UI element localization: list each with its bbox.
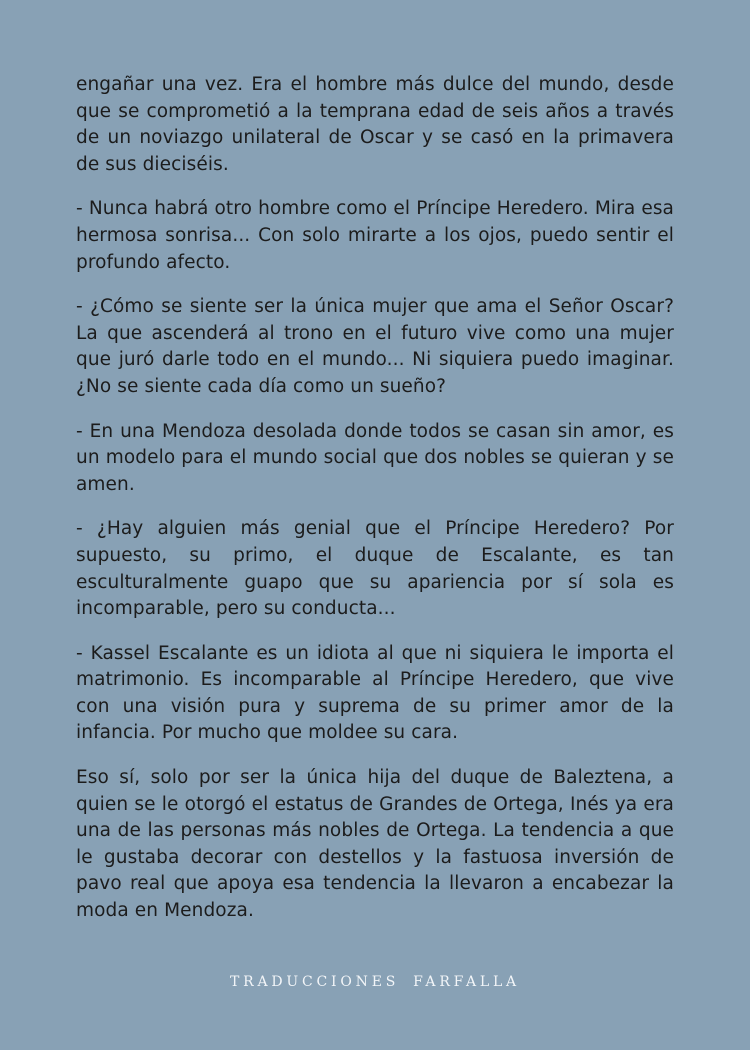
footer-word-1: TRADUCCIONES bbox=[230, 974, 400, 990]
document-body bbox=[76, 72, 674, 943]
paragraph-4: - En una Mendoza desolada donde todos se casan sin amor, es un modelo para el mundo social que dos nobles se quieran y se amen. bbox=[76, 420, 674, 495]
paragraph-1: engañar una vez. Era el hombre más dulce del mundo, desde que se comprometió a la temprana edad de seis años a través de un noviazgo unilateral de Oscar y se casó en la primavera de sus dieciséis. bbox=[76, 74, 674, 175]
paragraph-5: - ¿Hay alguien más genial que el Príncipe Heredero? Por supuesto, su primo, el duque de Escalante, es tan esculturalmente guapo que su apariencia por sí sola es incomparable, pero su conducta... bbox=[76, 518, 674, 620]
footer-word-2: FARFALLA bbox=[413, 974, 520, 990]
paragraph-2: - Nunca habrá otro hombre como el Príncipe Heredero. Mira esa hermosa sonrisa... Con solo mirarte a los ojos, puedo sentir el profundo afecto. bbox=[76, 198, 674, 273]
paragraph-7: Eso sí, solo por ser la única hija del duque de Baleztena, a quien se le otorgó el estatus de Grandes de Ortega, Inés ya era una de las personas más nobles de Ortega. La tendencia a que le gustaba decorar con destellos y la fastuosa inversión de pavo real que apoya esa tendencia la llevaron a encabezar la moda en Mendoza. bbox=[76, 767, 674, 922]
footer-credit bbox=[0, 974, 750, 990]
paragraph-6: - Kassel Escalante es un idiota al que ni siquiera le importa el matrimonio. Es incomparable al Príncipe Heredero, que vive con una visión pura y suprema de su primer amor de la infancia. Por mucho que moldee su cara. bbox=[76, 642, 674, 744]
paragraph-3: - ¿Cómo se siente ser la única mujer que ama el Señor Oscar? La que ascenderá al trono en el futuro vive como una mujer que juró darle todo en el mundo... Ni siquiera puedo imaginar. ¿No se siente cada día como un sueño? bbox=[76, 296, 674, 397]
